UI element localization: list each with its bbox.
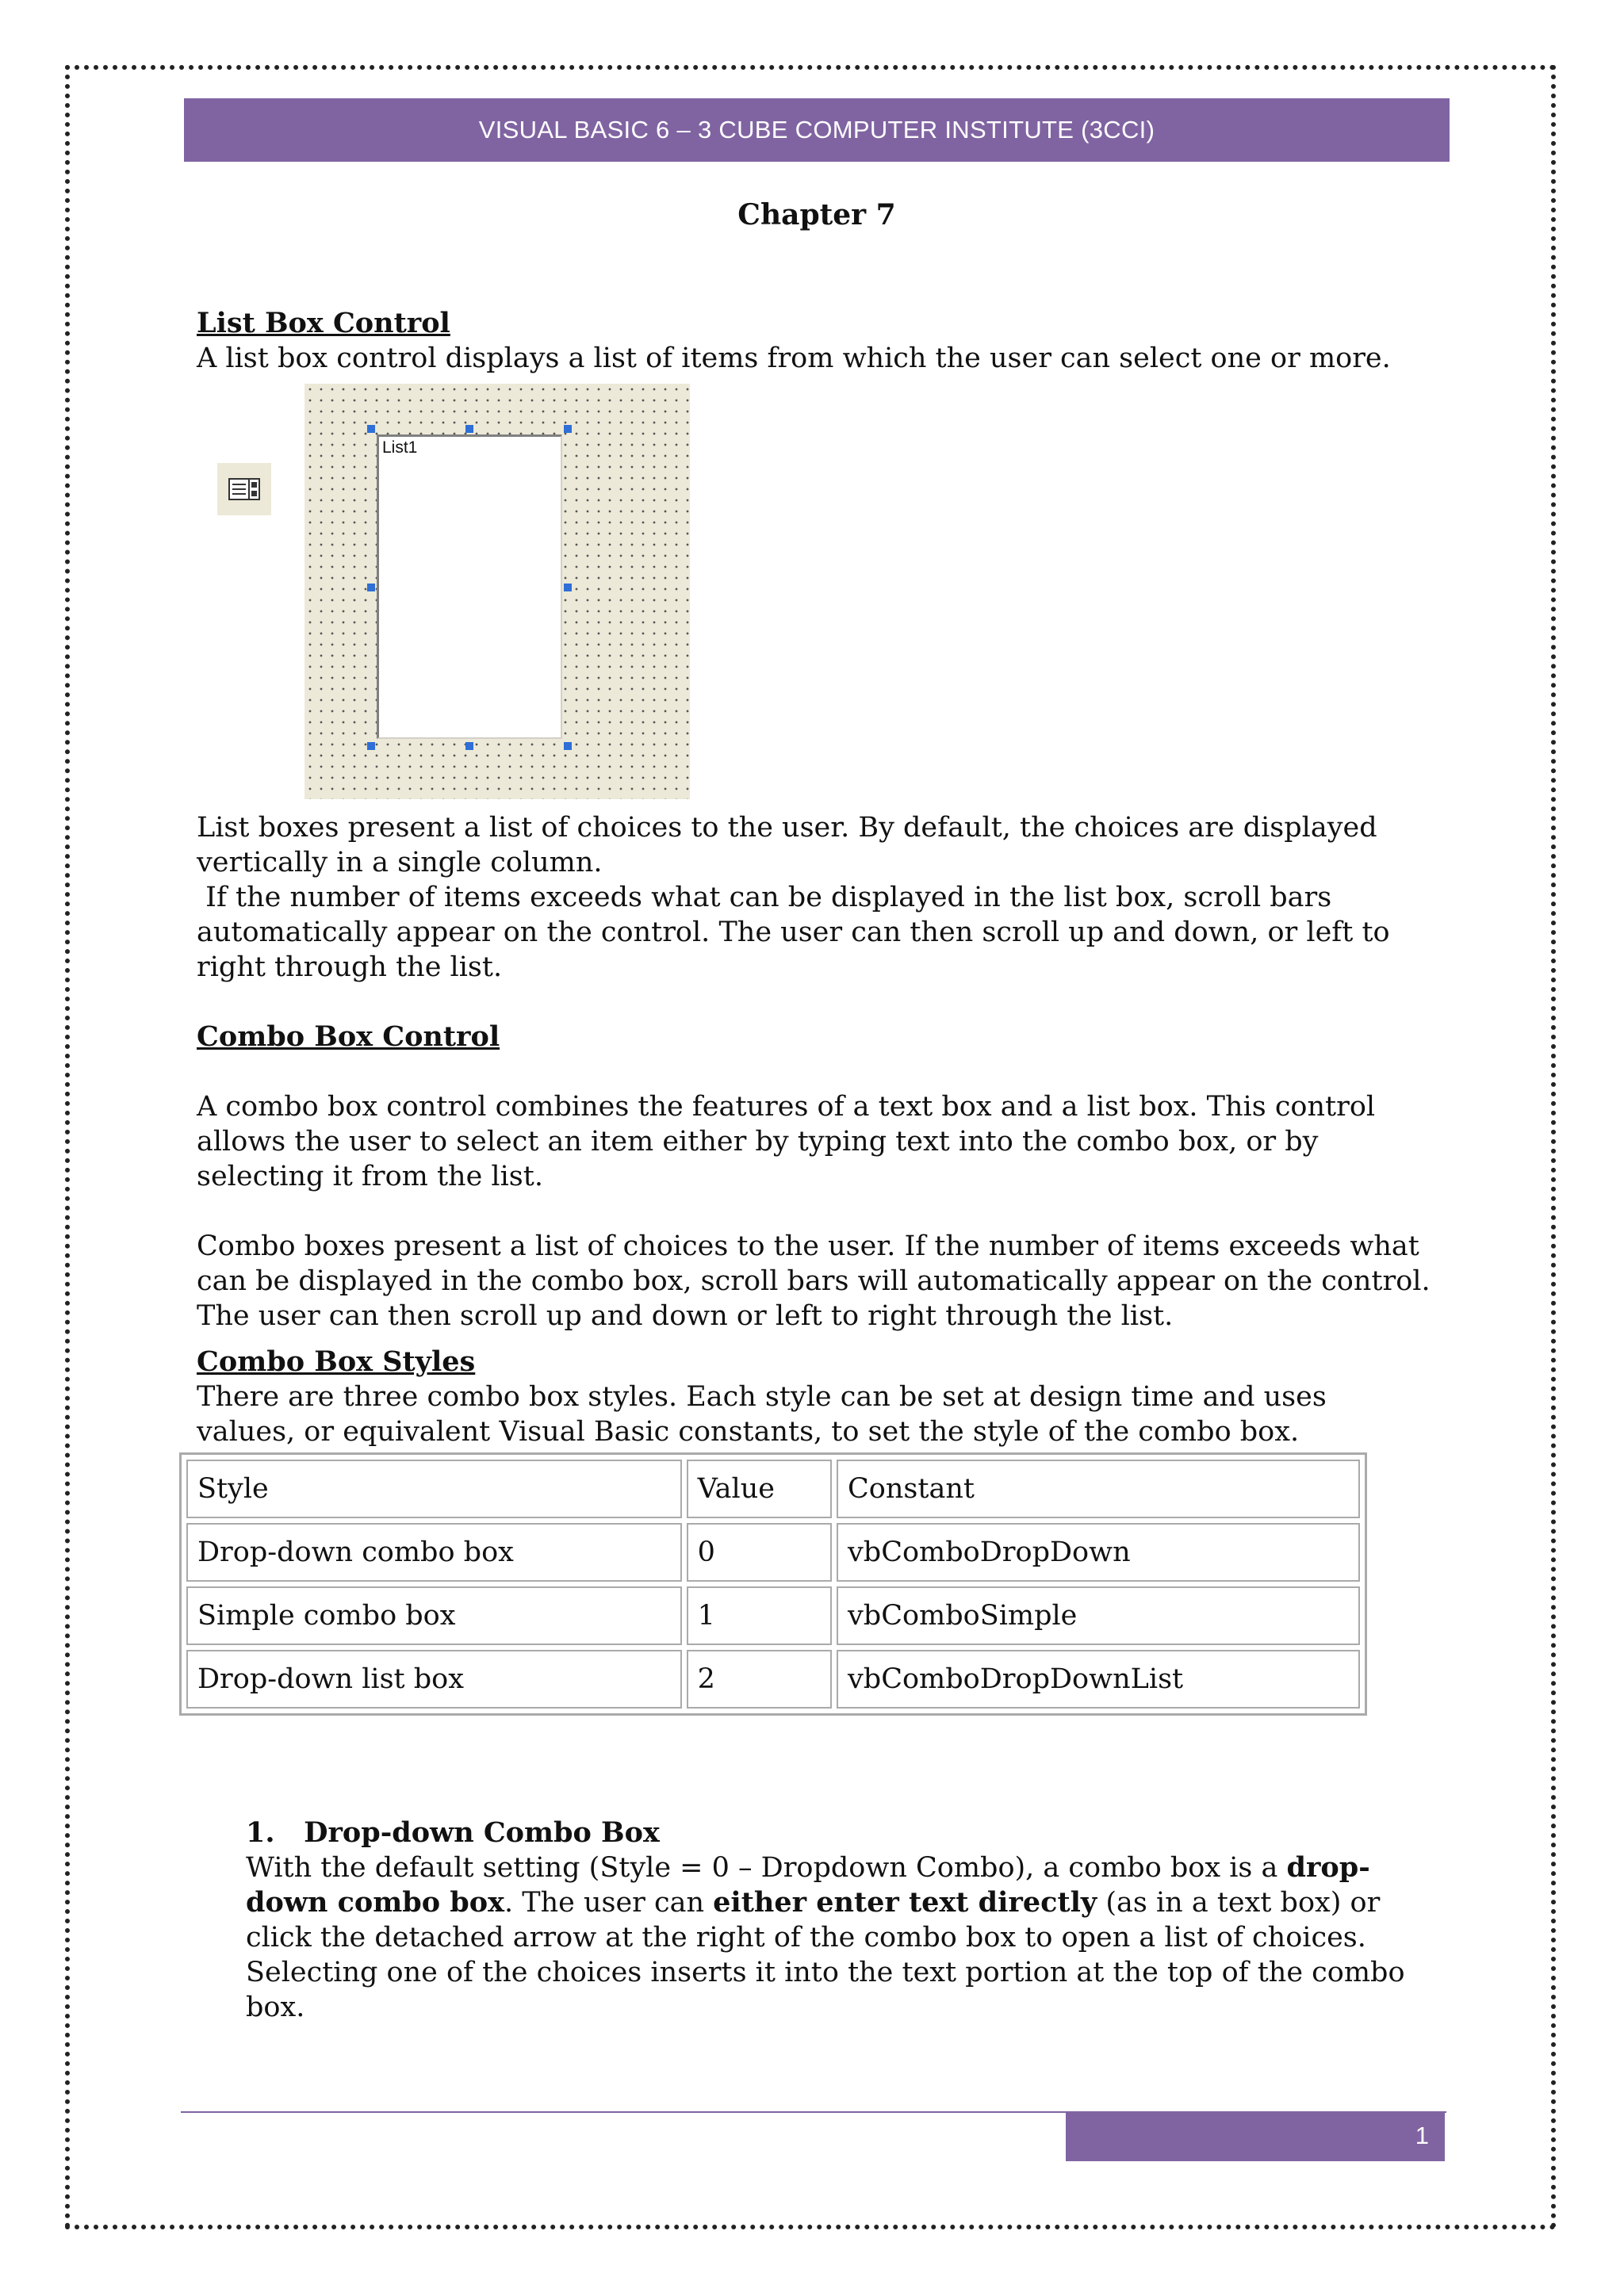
footer-page-box [1066,2112,1445,2161]
table-header-cell: Style [186,1460,682,1518]
listbox-toolbox-icon [217,463,271,515]
table-cell: Drop-down list box [186,1650,682,1709]
combo-box-section [197,1020,1434,1334]
resize-handle [465,742,473,750]
resize-handle [564,584,572,591]
resize-handle [367,742,375,750]
list-box-section-intro [197,306,1434,376]
list-box-para1: List boxes present a list of choices to the user. By default, the choices are displayed vertically in a single column. [197,812,1377,878]
list-box-para2: If the number of items exceeds what can be displayed in the list box, scroll bars automatically appear on the control. The user can then scroll up and down, or left to right through the list. [197,882,1399,983]
resize-handle [367,584,375,591]
table-row [186,1650,1360,1709]
table-cell: vbComboDropDown [837,1523,1360,1582]
table-cell: Drop-down combo box [186,1523,682,1582]
header-title: VISUAL BASIC 6 – 3 CUBE COMPUTER INSTITUTE (3CCI) [478,116,1155,144]
header-bar [184,98,1450,162]
combo-styles-table [179,1452,1367,1716]
combo-styles-section [197,1345,1434,1449]
list-box-intro: A list box control displays a list of items from which the user can select one or more. [197,342,1391,374]
dropdown-combo-heading [246,1816,1435,1850]
combo-box-heading: Combo Box Control [197,1020,500,1053]
table-cell: 0 [687,1523,832,1582]
chapter-title: Chapter 7 [737,198,896,232]
table-cell: 2 [687,1650,832,1709]
dropdown-combo-number: 1. [246,1816,275,1849]
table-cell: 1 [687,1586,832,1645]
list-box-description [197,810,1434,985]
dropdown-bold-1: drop-down combo box [246,1851,1370,1919]
table-cell: vbComboSimple [837,1586,1360,1645]
dropdown-text-2: . The user can [504,1887,714,1919]
combo-box-para1: A combo box control combines the features of a text box and a list box. This control allows the user to select an item either by typing text into the combo box, or by selecting it from the list. [197,1091,1376,1192]
page-number: 1 [1415,2122,1429,2149]
combo-styles-heading: Combo Box Styles [197,1345,476,1378]
table-row [186,1523,1360,1582]
resize-handle [465,425,473,433]
resize-handle [367,425,375,433]
dropdown-bold-2: either enter text directly [713,1886,1097,1919]
table-cell: Simple combo box [186,1586,682,1645]
combo-box-para2: Combo boxes present a list of choices to the user. If the number of items exceeds what can be displayed in the combo box, scroll bars will automatically appear on the control. The user can then scroll up and down or left to right through the list. [197,1230,1431,1332]
dropdown-text-3: (as in a text box) or click the detached arrow at the right of the combo box to open a list of choices. Selecting one of the choices inserts it into the text portion at the top of the combo box. [246,1887,1405,2023]
dropdown-combo-section [246,1816,1435,2025]
dropdown-text-1: With the default setting (Style = 0 – Dropdown Combo), a combo box is a [246,1852,1287,1884]
table-cell: vbComboDropDownList [837,1650,1360,1709]
table-header-cell: Value [687,1460,832,1518]
table-row [186,1586,1360,1645]
table-header-cell: Constant [837,1460,1360,1518]
dropdown-combo-title: Drop-down Combo Box [304,1816,660,1849]
dropdown-combo-text [246,1850,1435,2025]
resize-handle [564,742,572,750]
listbox-control-preview [377,434,562,739]
table-header-row [186,1460,1360,1518]
combo-styles-intro: There are three combo box styles. Each style can be set at design time and uses values, or equivalent Visual Basic constants, to set the style of the combo box. [197,1381,1327,1448]
list-box-heading: List Box Control [197,307,450,339]
resize-handle [564,425,572,433]
listbox-caption: List1 [382,438,418,457]
